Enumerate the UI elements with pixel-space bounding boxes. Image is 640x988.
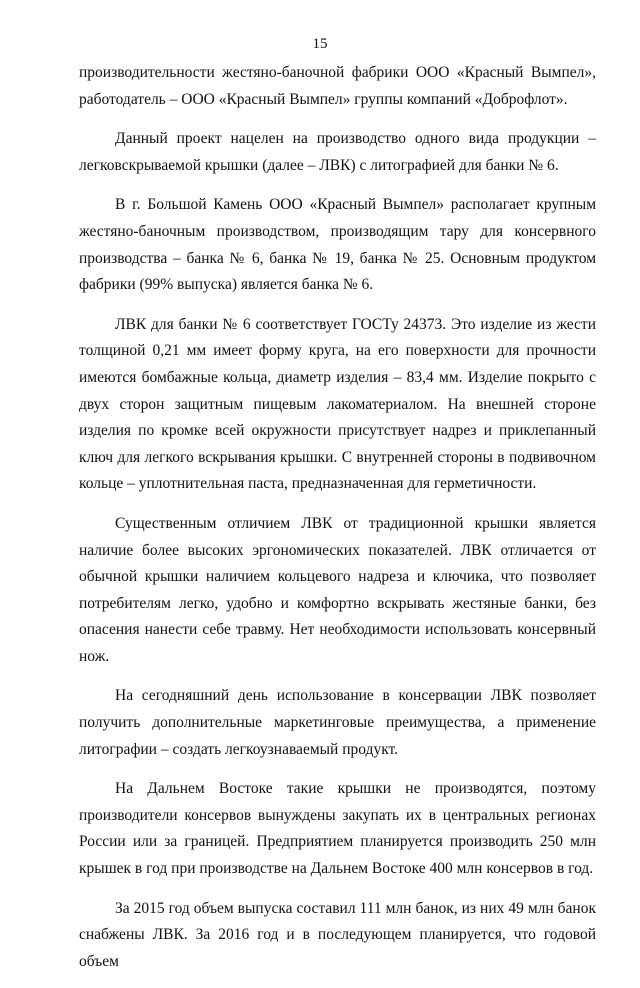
paragraph-production-facility: В г. Большой Камень ООО «Красный Вымпел» располагает крупным жестяно-баночным производством, производящим тару для консервного производства – банка № 6, банка № 19, банка № 25. Основным продуктом фабрики (99% выпуска) является банка № 6. [79, 196, 596, 294]
paragraph-continuation: производительности жестяно-баночной фабрики ООО «Красный Вымпел», работодатель – ООО «Красный Вымпел» группы компаний «Доброфлот». [79, 64, 596, 108]
paragraph-product-description: ЛВК для банки № 6 соответствует ГОСТу 24373. Это изделие из жести толщиной 0,21 мм имеет форму круга, на его поверхности для прочности имеются бомбажные кольца, диаметр изделия – 83,4 мм. Изделие покрыто с двух сторон защитным пищевым лакоматериалом. На внешней стороне изделия по кромке всей окружности присутствует надрез и приклепанный ключ для легкого вскрывания крышки. С внутренней стороны в подвивочном кольце – уплотнительная паста, предназначенная для герметичности. [79, 315, 596, 493]
paragraph-project-goal: Данный проект нацелен на производство одного вида продукции – легковскрываемой крышки (далее – ЛВК) с литографией для банки № 6. [79, 130, 596, 174]
paragraph-marketing: На сегодняшний день использование в консервации ЛВК позволяет получить дополнительные маркетинговые преимущества, а применение литографии – создать легкоузнаваемый продукт. [79, 687, 596, 758]
paragraph-output-volume: За 2015 год объем выпуска составил 111 млн банок, из них 49 млн банок снабжены ЛВК. За 2016 год и в последующем планируется, что годовой объем [79, 899, 596, 970]
paragraph-product-advantages: Существенным отличием ЛВК от традиционной крышки является наличие более высоких эргономических показателей. ЛВК отличается от обычной крышки наличием кольцевого надреза и ключика, что позволяет потребителям легко, удобно и комфортно вскрывать жестяные банки, без опасения нанести себе травму. Нет необходимости использовать консервный нож. [79, 514, 596, 665]
page-number: 15 [312, 36, 328, 52]
paragraph-market-situation: На Дальнем Востоке такие крышки не производятся, поэтому производители консервов вынуждены закупать их в центральных регионах России или за границей. Предприятием планируется производить 250 млн крышек в год при производстве на Дальнем Востоке 400 млн консервов в год. [79, 780, 596, 878]
body-text [79, 60, 596, 988]
